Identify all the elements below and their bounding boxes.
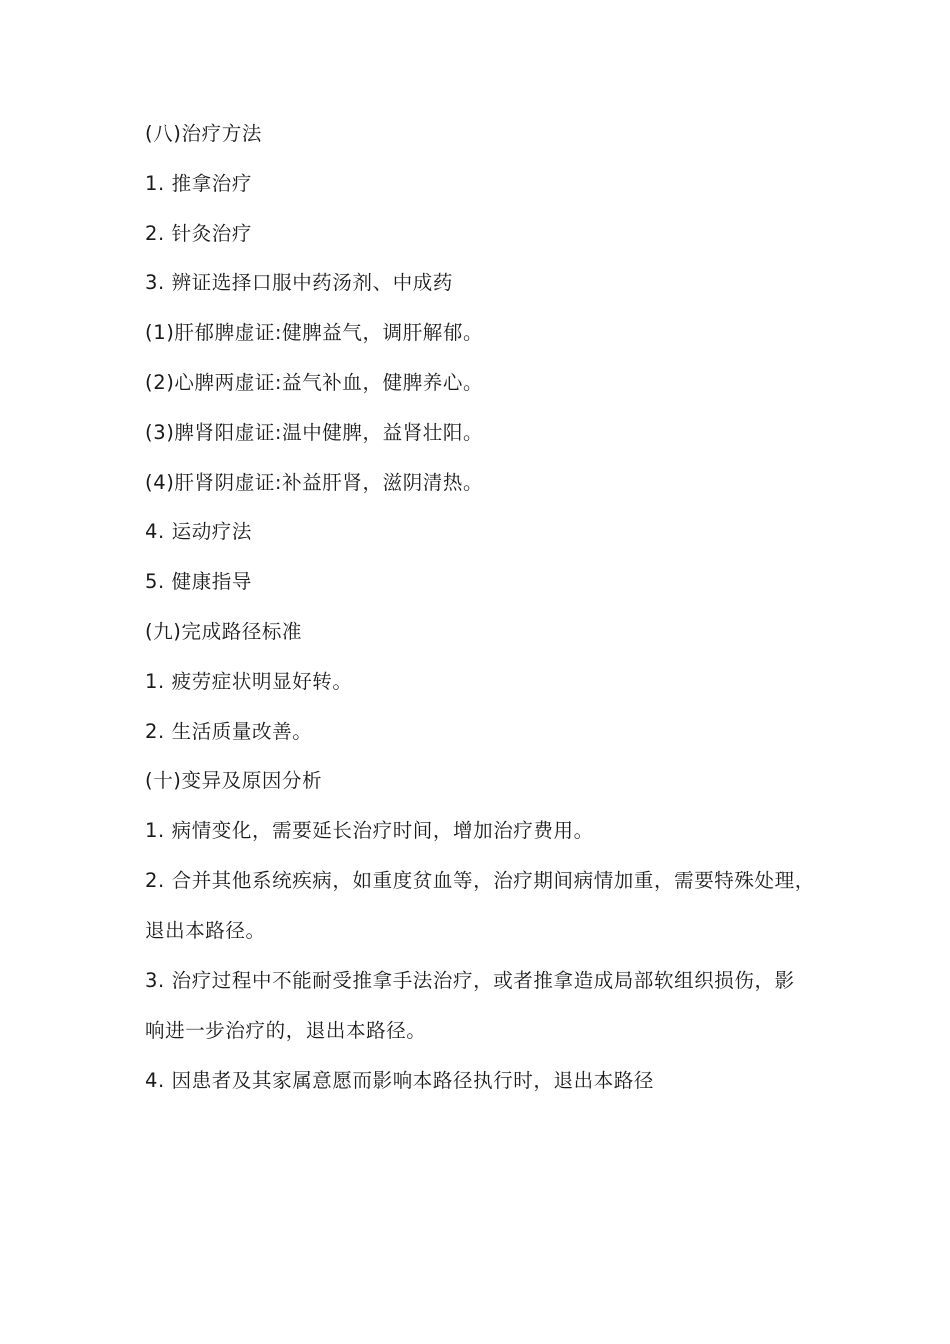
paragraph-line: 2. 合并其他系统疾病，如重度贫血等，治疗期间病情加重，需要特殊处理， [145, 868, 815, 892]
list-item-multiline [145, 956, 855, 1056]
list-item: 4. 运动疗法 [145, 520, 253, 544]
section-heading-completion: (九)完成路径标准 [145, 619, 303, 643]
list-item: 1. 疲劳症状明显好转。 [145, 669, 353, 693]
sub-list-item: (4)肝肾阴虚证:补益肝肾，滋阴清热。 [145, 470, 484, 494]
document-body [145, 118, 855, 1114]
sub-list-item: (1)肝郁脾虚证:健脾益气，调肝解郁。 [145, 321, 484, 345]
paragraph-line: 退出本路径。 [145, 918, 266, 942]
list-item: 1. 病情变化，需要延长治疗时间，增加治疗费用。 [145, 819, 594, 843]
section-heading-variation: (十)变异及原因分析 [145, 769, 323, 793]
list-item: 2. 生活质量改善。 [145, 719, 313, 743]
list-item: 1. 推拿治疗 [145, 171, 253, 195]
sub-list-item: (2)心脾两虚证:益气补血，健脾养心。 [145, 370, 484, 394]
paragraph-line: 响进一步治疗的，退出本路径。 [145, 1018, 427, 1042]
paragraph-line: 3. 治疗过程中不能耐受推拿手法治疗，或者推拿造成局部软组织损伤，影 [145, 968, 795, 992]
list-item: 4. 因患者及其家属意愿而影响本路径执行时，退出本路径 [145, 1068, 655, 1092]
list-item: 2. 针灸治疗 [145, 221, 253, 245]
sub-list-item: (3)脾肾阳虚证:温中健脾，益肾壮阳。 [145, 420, 484, 444]
list-item-multiline [145, 856, 855, 956]
section-heading-treatment: (八)治疗方法 [145, 122, 262, 145]
list-item: 3. 辨证选择口服中药汤剂、中成药 [145, 271, 454, 295]
list-item: 5. 健康指导 [145, 570, 253, 594]
